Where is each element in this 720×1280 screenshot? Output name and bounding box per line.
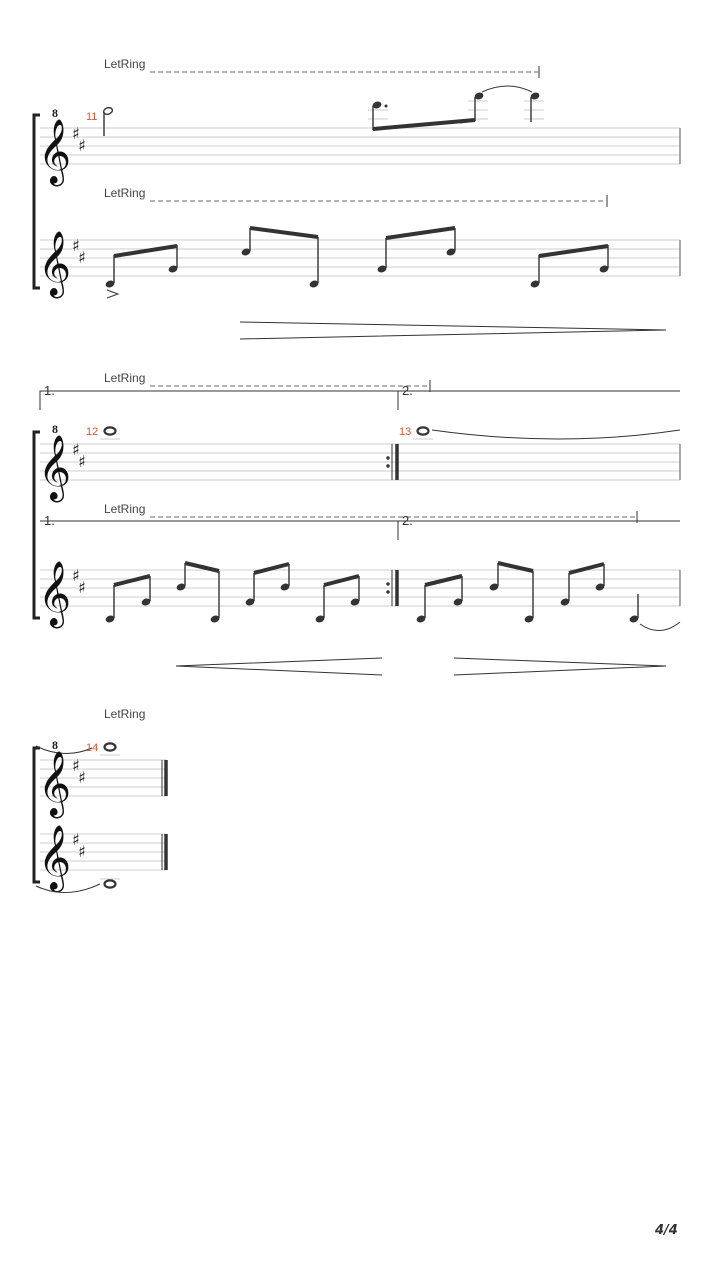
system-3 xyxy=(34,707,167,893)
treble-clef-icon: 𝄞 xyxy=(38,435,72,500)
staff-bottom xyxy=(38,561,680,631)
sharp-icon: ♯ xyxy=(72,124,80,143)
sharp-icon: ♯ xyxy=(78,842,86,861)
tie xyxy=(482,86,532,92)
tie xyxy=(640,622,680,631)
volta-second-label: 2. xyxy=(402,383,413,398)
volta-first-label: 1. xyxy=(44,513,55,528)
let-ring-label: LetRing xyxy=(104,186,146,200)
volta-second-label: 2. xyxy=(402,513,413,528)
let-ring-label: LetRing xyxy=(104,57,146,71)
sharp-icon: ♯ xyxy=(78,452,86,471)
sharp-icon: ♯ xyxy=(72,756,80,775)
octave-mark: 8 xyxy=(52,106,58,120)
treble-clef-icon: 𝄞 xyxy=(38,231,72,296)
decrescendo-hairpin xyxy=(240,322,666,339)
sharp-icon: ♯ xyxy=(72,440,80,459)
whole-note xyxy=(105,427,116,434)
whole-note xyxy=(105,743,116,750)
whole-note xyxy=(418,427,429,434)
let-ring-label: LetRing xyxy=(104,371,146,385)
note-dot xyxy=(385,105,388,108)
measure-number: 12 xyxy=(86,426,99,438)
system-2 xyxy=(34,371,680,675)
repeat-dot xyxy=(386,582,389,585)
treble-clef-icon: 𝄞 xyxy=(38,561,72,626)
volta-bracket xyxy=(40,391,680,410)
volta-first-label: 1. xyxy=(44,383,55,398)
let-ring-label: LetRing xyxy=(104,707,146,721)
measure-number: 11 xyxy=(86,111,98,123)
sharp-icon: ♯ xyxy=(72,566,80,585)
whole-note xyxy=(105,880,116,887)
repeat-dot xyxy=(386,456,389,459)
treble-clef-icon: 𝄞 xyxy=(38,751,72,816)
treble-clef-icon: 𝄞 xyxy=(38,119,72,184)
treble-clef-icon: 𝄞 xyxy=(38,825,72,890)
staff-top xyxy=(38,738,167,818)
sharp-icon: ♯ xyxy=(78,578,86,597)
staff-bottom xyxy=(38,228,680,298)
repeat-dot xyxy=(386,464,389,467)
staff-top xyxy=(38,86,680,186)
crescendo-hairpin xyxy=(176,658,382,675)
measure-number: 13 xyxy=(399,426,412,438)
staff-top xyxy=(38,422,680,502)
system-1 xyxy=(34,57,680,339)
tie xyxy=(432,430,680,439)
measure-number: 14 xyxy=(86,742,99,754)
repeat-dot xyxy=(386,590,389,593)
accent-mark xyxy=(107,290,118,298)
let-ring-label: LetRing xyxy=(104,502,146,516)
decrescendo-hairpin xyxy=(454,658,666,675)
sharp-icon: ♯ xyxy=(78,768,86,787)
sharp-icon: ♯ xyxy=(72,236,80,255)
sharp-icon: ♯ xyxy=(78,136,86,155)
octave-mark: 8 xyxy=(52,738,58,752)
staff-bottom xyxy=(36,825,167,893)
page-number: 4/4 xyxy=(655,1223,678,1238)
octave-mark: 8 xyxy=(52,422,58,436)
sharp-icon: ♯ xyxy=(72,830,80,849)
sharp-icon: ♯ xyxy=(78,248,86,267)
